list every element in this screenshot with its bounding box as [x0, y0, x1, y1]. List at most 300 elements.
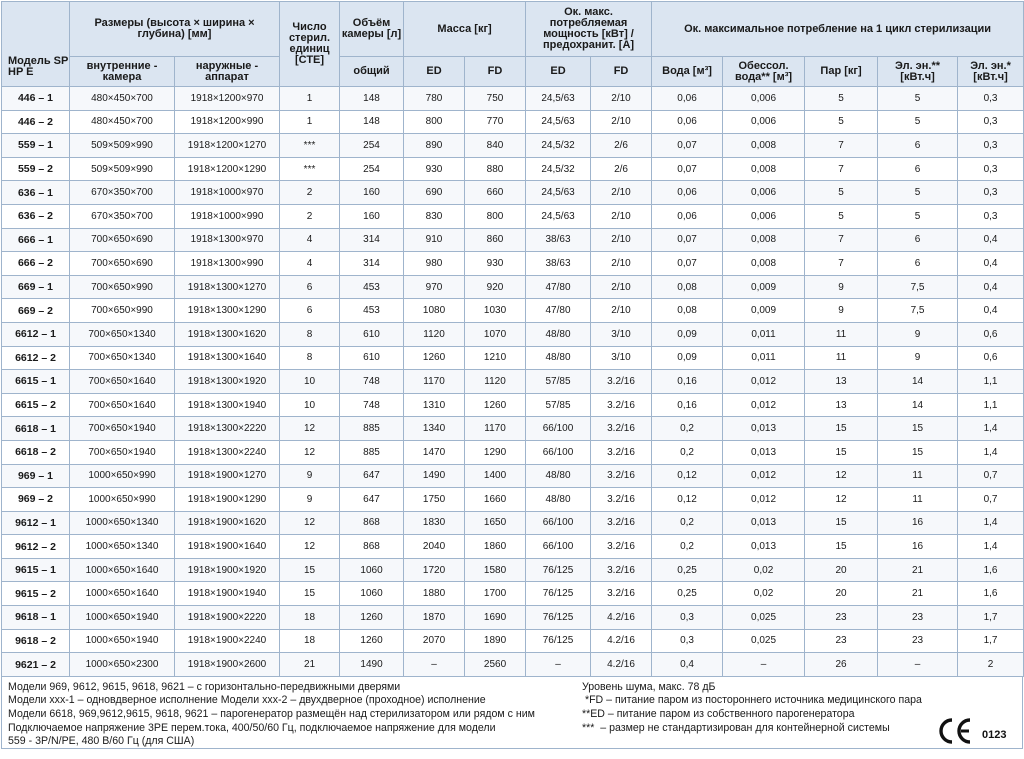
outer-dim-cell: 1918×1900×1270	[175, 464, 280, 488]
el-energy-2-cell: 16	[878, 511, 958, 535]
ce-logo-icon	[938, 717, 1018, 745]
table-row	[2, 606, 1024, 630]
outer-dim-cell: 1918×1000×990	[175, 204, 280, 228]
water-cell: 0,09	[652, 322, 723, 346]
el-energy-1-cell: 0,4	[958, 228, 1024, 252]
volume-cell: 1260	[340, 606, 404, 630]
inner-dim-cell: 509×509×990	[70, 134, 175, 158]
volume-cell: 1260	[340, 629, 404, 653]
steam-cell: 5	[805, 181, 878, 205]
steam-cell: 20	[805, 582, 878, 606]
model-cell: 969 – 1	[2, 464, 70, 488]
demin-water-cell: 0,006	[723, 204, 805, 228]
inner-dim-cell: 670×350×700	[70, 204, 175, 228]
col-power-fd-header: FD	[591, 57, 652, 87]
power-ed-cell: 76/125	[526, 582, 591, 606]
steam-cell: 20	[805, 558, 878, 582]
outer-dim-cell: 1918×1300×1640	[175, 346, 280, 370]
table-row	[2, 558, 1024, 582]
power-ed-cell: 48/80	[526, 346, 591, 370]
demin-water-cell: 0,025	[723, 629, 805, 653]
note-line: Модели 6618, 969,9612,9615, 9618, 9621 – парогенератор размещён над стерилизатором или рядом с ним	[8, 708, 535, 721]
water-cell: 0,06	[652, 181, 723, 205]
col-mass-header: Масса [кг]	[404, 2, 526, 57]
outer-dim-cell: 1918×1200×990	[175, 110, 280, 134]
table-row	[2, 535, 1024, 559]
model-cell: 6612 – 2	[2, 346, 70, 370]
outer-dim-cell: 1918×1300×2220	[175, 417, 280, 441]
demin-water-cell: 0,011	[723, 346, 805, 370]
footnotes	[1, 677, 1023, 749]
mass-ed-cell: 980	[404, 252, 465, 276]
model-cell: 9615 – 2	[2, 582, 70, 606]
water-cell: 0,08	[652, 299, 723, 323]
el-energy-2-cell: 23	[878, 629, 958, 653]
col-el-energy-1-header: Эл. эн.* [кВт.ч]	[958, 57, 1024, 87]
ste-cell: 9	[280, 488, 340, 512]
el-energy-1-cell: 1,6	[958, 558, 1024, 582]
mass-fd-cell: 770	[465, 110, 526, 134]
inner-dim-cell: 1000×650×1640	[70, 558, 175, 582]
outer-dim-cell: 1918×1300×1620	[175, 322, 280, 346]
spec-sheet	[1, 1, 1023, 749]
mass-ed-cell: 1750	[404, 488, 465, 512]
outer-dim-cell: 1918×1300×1290	[175, 299, 280, 323]
steam-cell: 11	[805, 322, 878, 346]
steam-cell: 26	[805, 653, 878, 677]
outer-dim-cell: 1918×1900×1290	[175, 488, 280, 512]
ste-cell: 15	[280, 558, 340, 582]
power-ed-cell: 66/100	[526, 535, 591, 559]
power-ed-cell: 66/100	[526, 417, 591, 441]
volume-cell: 148	[340, 87, 404, 111]
power-ed-cell: 24,5/32	[526, 157, 591, 181]
water-cell: 0,06	[652, 87, 723, 111]
demin-water-cell: 0,006	[723, 110, 805, 134]
model-cell: 6618 – 2	[2, 440, 70, 464]
volume-cell: 647	[340, 464, 404, 488]
model-cell: 9618 – 2	[2, 629, 70, 653]
inner-dim-cell: 700×650×1640	[70, 370, 175, 394]
steam-cell: 7	[805, 228, 878, 252]
demin-water-cell: 0,02	[723, 582, 805, 606]
inner-dim-cell: 1000×650×2300	[70, 653, 175, 677]
inner-dim-cell: 1000×650×990	[70, 464, 175, 488]
ste-cell: 12	[280, 440, 340, 464]
mass-fd-cell: 1690	[465, 606, 526, 630]
el-energy-1-cell: 0,3	[958, 181, 1024, 205]
table-row	[2, 110, 1024, 134]
steam-cell: 15	[805, 417, 878, 441]
outer-dim-cell: 1918×1300×1920	[175, 370, 280, 394]
mass-fd-cell: 1290	[465, 440, 526, 464]
el-energy-1-cell: 0,4	[958, 275, 1024, 299]
table-row	[2, 322, 1024, 346]
inner-dim-cell: 509×509×990	[70, 157, 175, 181]
mass-ed-cell: 1120	[404, 322, 465, 346]
mass-ed-cell: 1470	[404, 440, 465, 464]
power-fd-cell: 3.2/16	[591, 417, 652, 441]
col-demin-water-header: Обессол. вода** [м³]	[723, 57, 805, 87]
mass-fd-cell: 1170	[465, 417, 526, 441]
mass-fd-cell: 1860	[465, 535, 526, 559]
note-line: *FD – питание паром из постороннего источника медицинского пара	[582, 694, 922, 707]
el-energy-2-cell: 16	[878, 535, 958, 559]
demin-water-cell: 0,012	[723, 370, 805, 394]
water-cell: 0,16	[652, 393, 723, 417]
inner-dim-cell: 700×650×990	[70, 299, 175, 323]
ste-cell: 4	[280, 252, 340, 276]
inner-dim-cell: 700×650×1640	[70, 393, 175, 417]
power-ed-cell: 38/63	[526, 228, 591, 252]
el-energy-2-cell: 21	[878, 558, 958, 582]
water-cell: 0,09	[652, 346, 723, 370]
steam-cell: 5	[805, 204, 878, 228]
model-cell: 669 – 2	[2, 299, 70, 323]
volume-cell: 748	[340, 370, 404, 394]
power-ed-cell: 24,5/63	[526, 110, 591, 134]
table-row	[2, 275, 1024, 299]
col-volume-header: Объём камеры [л]	[340, 2, 404, 57]
table-row	[2, 417, 1024, 441]
volume-cell: 885	[340, 417, 404, 441]
table-row	[2, 299, 1024, 323]
table-row	[2, 440, 1024, 464]
model-cell: 6615 – 2	[2, 393, 70, 417]
steam-cell: 15	[805, 511, 878, 535]
ste-cell: 2	[280, 204, 340, 228]
ste-cell: 2	[280, 181, 340, 205]
footnotes-right	[582, 681, 942, 735]
el-energy-2-cell: 7,5	[878, 299, 958, 323]
col-dim-outer-header: наружные - аппарат	[175, 57, 280, 87]
power-fd-cell: 3.2/16	[591, 370, 652, 394]
steam-cell: 9	[805, 275, 878, 299]
steam-cell: 23	[805, 629, 878, 653]
demin-water-cell: 0,012	[723, 464, 805, 488]
mass-fd-cell: 920	[465, 275, 526, 299]
power-ed-cell: 57/85	[526, 370, 591, 394]
steam-cell: 15	[805, 535, 878, 559]
ste-cell: 1	[280, 110, 340, 134]
model-cell: 559 – 1	[2, 134, 70, 158]
steam-cell: 12	[805, 464, 878, 488]
steam-cell: 23	[805, 606, 878, 630]
model-cell: 9621 – 2	[2, 653, 70, 677]
power-ed-cell: 47/80	[526, 299, 591, 323]
power-fd-cell: 2/6	[591, 134, 652, 158]
model-cell: 446 – 1	[2, 87, 70, 111]
el-energy-2-cell: 6	[878, 252, 958, 276]
water-cell: 0,2	[652, 535, 723, 559]
table-row	[2, 393, 1024, 417]
power-fd-cell: 3.2/16	[591, 464, 652, 488]
el-energy-1-cell: 0,6	[958, 346, 1024, 370]
outer-dim-cell: 1918×1300×1270	[175, 275, 280, 299]
inner-dim-cell: 1000×650×1340	[70, 511, 175, 535]
col-power-ed-header: ED	[526, 57, 591, 87]
steam-cell: 7	[805, 252, 878, 276]
mass-ed-cell: 780	[404, 87, 465, 111]
mass-ed-cell: 1080	[404, 299, 465, 323]
col-el-energy-2-header: Эл. эн.** [кВт.ч]	[878, 57, 958, 87]
power-fd-cell: 2/10	[591, 252, 652, 276]
volume-cell: 1060	[340, 582, 404, 606]
col-steam-header: Пар [кг]	[805, 57, 878, 87]
water-cell: 0,2	[652, 440, 723, 464]
mass-ed-cell: 890	[404, 134, 465, 158]
note-line: *** – размер не стандартизирован для контейнерной системы	[582, 721, 890, 734]
mass-fd-cell: 2560	[465, 653, 526, 677]
outer-dim-cell: 1918×1900×1940	[175, 582, 280, 606]
ce-number: 0123	[982, 728, 1007, 741]
ste-cell: 12	[280, 535, 340, 559]
power-ed-cell: 66/100	[526, 511, 591, 535]
note-line: **ED – питание паром из собственного парогенератора	[582, 708, 855, 721]
water-cell: 0,3	[652, 606, 723, 630]
el-energy-2-cell: 6	[878, 157, 958, 181]
outer-dim-cell: 1918×1300×990	[175, 252, 280, 276]
el-energy-1-cell: 1,4	[958, 511, 1024, 535]
inner-dim-cell: 1000×650×1940	[70, 629, 175, 653]
el-energy-2-cell: 9	[878, 322, 958, 346]
power-fd-cell: 3.2/16	[591, 558, 652, 582]
el-energy-1-cell: 1,1	[958, 393, 1024, 417]
demin-water-cell: 0,02	[723, 558, 805, 582]
el-energy-2-cell: 11	[878, 464, 958, 488]
demin-water-cell: 0,013	[723, 535, 805, 559]
table-row	[2, 87, 1024, 111]
model-cell: 6618 – 1	[2, 417, 70, 441]
model-cell: 666 – 1	[2, 228, 70, 252]
power-fd-cell: 3/10	[591, 322, 652, 346]
table-row	[2, 346, 1024, 370]
inner-dim-cell: 700×650×1940	[70, 440, 175, 464]
el-energy-1-cell: 0,4	[958, 252, 1024, 276]
steam-cell: 15	[805, 440, 878, 464]
note-line: 559 - 3P/N/PE, 480 В/60 Гц (для США)	[8, 735, 195, 748]
mass-fd-cell: 840	[465, 134, 526, 158]
col-mass-fd-header: FD	[465, 57, 526, 87]
outer-dim-cell: 1918×1900×2600	[175, 653, 280, 677]
steam-cell: 13	[805, 370, 878, 394]
power-ed-cell: 76/125	[526, 606, 591, 630]
ste-cell: 8	[280, 346, 340, 370]
el-energy-1-cell: 1,1	[958, 370, 1024, 394]
inner-dim-cell: 1000×650×990	[70, 488, 175, 512]
table-row	[2, 370, 1024, 394]
col-consumption-header: Ок. максимальное потребление на 1 цикл стерилизации	[652, 2, 1024, 57]
ste-cell: 8	[280, 322, 340, 346]
steam-cell: 7	[805, 157, 878, 181]
model-cell: 636 – 1	[2, 181, 70, 205]
mass-fd-cell: 800	[465, 204, 526, 228]
model-cell: 446 – 2	[2, 110, 70, 134]
el-energy-1-cell: 1,4	[958, 440, 1024, 464]
demin-water-cell: –	[723, 653, 805, 677]
volume-cell: 314	[340, 252, 404, 276]
col-dim-inner-header: внутренние - камера	[70, 57, 175, 87]
el-energy-2-cell: 7,5	[878, 275, 958, 299]
power-fd-cell: 4.2/16	[591, 629, 652, 653]
outer-dim-cell: 1918×1900×2240	[175, 629, 280, 653]
el-energy-1-cell: 1,4	[958, 417, 1024, 441]
el-energy-2-cell: 14	[878, 370, 958, 394]
volume-cell: 1490	[340, 653, 404, 677]
el-energy-2-cell: 23	[878, 606, 958, 630]
inner-dim-cell: 700×650×1940	[70, 417, 175, 441]
table-row	[2, 252, 1024, 276]
model-cell: 9612 – 2	[2, 535, 70, 559]
table-row	[2, 653, 1024, 677]
table-row	[2, 204, 1024, 228]
mass-fd-cell: 1650	[465, 511, 526, 535]
el-energy-2-cell: 5	[878, 110, 958, 134]
el-energy-2-cell: 5	[878, 87, 958, 111]
mass-ed-cell: 930	[404, 157, 465, 181]
power-ed-cell: –	[526, 653, 591, 677]
col-volume-total-header: общий	[340, 57, 404, 87]
col-power-header: Ок. макс. потребляемая мощность [кВт] / предохранит. [А]	[526, 2, 652, 57]
model-cell: 969 – 2	[2, 488, 70, 512]
ste-cell: 10	[280, 370, 340, 394]
mass-fd-cell: 1580	[465, 558, 526, 582]
mass-ed-cell: 1720	[404, 558, 465, 582]
water-cell: 0,07	[652, 228, 723, 252]
col-water-header: Вода [м³]	[652, 57, 723, 87]
demin-water-cell: 0,008	[723, 157, 805, 181]
mass-ed-cell: –	[404, 653, 465, 677]
note-line: Подключаемое напряжение 3PE перем.тока, 400/50/60 Гц, подключаемое напряжение для модели	[8, 721, 496, 734]
power-ed-cell: 24,5/63	[526, 87, 591, 111]
power-ed-cell: 48/80	[526, 488, 591, 512]
water-cell: 0,4	[652, 653, 723, 677]
mass-fd-cell: 1400	[465, 464, 526, 488]
table-row	[2, 629, 1024, 653]
volume-cell: 254	[340, 134, 404, 158]
water-cell: 0,07	[652, 157, 723, 181]
table-row	[2, 228, 1024, 252]
col-model-header: Модель SP HP E	[2, 2, 70, 87]
mass-ed-cell: 1830	[404, 511, 465, 535]
inner-dim-cell: 1000×650×1340	[70, 535, 175, 559]
power-fd-cell: 2/6	[591, 157, 652, 181]
demin-water-cell: 0,013	[723, 417, 805, 441]
power-fd-cell: 2/10	[591, 275, 652, 299]
water-cell: 0,12	[652, 464, 723, 488]
outer-dim-cell: 1918×1900×2220	[175, 606, 280, 630]
mass-fd-cell: 1070	[465, 322, 526, 346]
demin-water-cell: 0,009	[723, 275, 805, 299]
demin-water-cell: 0,011	[723, 322, 805, 346]
col-ste-header: Число стерил. единиц [СТЕ]	[280, 2, 340, 87]
inner-dim-cell: 480×450×700	[70, 87, 175, 111]
outer-dim-cell: 1918×1200×970	[175, 87, 280, 111]
mass-ed-cell: 800	[404, 110, 465, 134]
power-ed-cell: 66/100	[526, 440, 591, 464]
model-cell: 669 – 1	[2, 275, 70, 299]
ste-cell: 6	[280, 299, 340, 323]
power-fd-cell: 3.2/16	[591, 582, 652, 606]
el-energy-2-cell: 14	[878, 393, 958, 417]
volume-cell: 453	[340, 299, 404, 323]
mass-ed-cell: 1310	[404, 393, 465, 417]
ste-cell: 15	[280, 582, 340, 606]
mass-fd-cell: 660	[465, 181, 526, 205]
table-row	[2, 157, 1024, 181]
model-cell: 9615 – 1	[2, 558, 70, 582]
mass-ed-cell: 1870	[404, 606, 465, 630]
mass-ed-cell: 910	[404, 228, 465, 252]
model-cell: 9618 – 1	[2, 606, 70, 630]
volume-cell: 254	[340, 157, 404, 181]
volume-cell: 885	[340, 440, 404, 464]
table-row	[2, 582, 1024, 606]
power-ed-cell: 24,5/63	[526, 204, 591, 228]
mass-fd-cell: 1030	[465, 299, 526, 323]
power-fd-cell: 3.2/16	[591, 488, 652, 512]
mass-ed-cell: 1340	[404, 417, 465, 441]
table-row	[2, 134, 1024, 158]
el-energy-1-cell: 0,3	[958, 110, 1024, 134]
demin-water-cell: 0,012	[723, 488, 805, 512]
steam-cell: 12	[805, 488, 878, 512]
mass-fd-cell: 1890	[465, 629, 526, 653]
el-energy-2-cell: 6	[878, 228, 958, 252]
mass-ed-cell: 2040	[404, 535, 465, 559]
volume-cell: 160	[340, 181, 404, 205]
volume-cell: 610	[340, 346, 404, 370]
power-ed-cell: 24,5/32	[526, 134, 591, 158]
power-fd-cell: 4.2/16	[591, 653, 652, 677]
demin-water-cell: 0,008	[723, 252, 805, 276]
steam-cell: 5	[805, 87, 878, 111]
demin-water-cell: 0,025	[723, 606, 805, 630]
power-fd-cell: 2/10	[591, 87, 652, 111]
outer-dim-cell: 1918×1000×970	[175, 181, 280, 205]
col-dimensions-header: Размеры (высота × ширина × глубина) [мм]	[70, 2, 280, 57]
power-fd-cell: 3.2/16	[591, 393, 652, 417]
el-energy-2-cell: 6	[878, 134, 958, 158]
spec-table	[1, 1, 1024, 677]
volume-cell: 610	[340, 322, 404, 346]
mass-ed-cell: 1260	[404, 346, 465, 370]
ste-cell: 9	[280, 464, 340, 488]
el-energy-1-cell: 0,7	[958, 464, 1024, 488]
mass-fd-cell: 860	[465, 228, 526, 252]
model-cell: 666 – 2	[2, 252, 70, 276]
water-cell: 0,2	[652, 417, 723, 441]
power-ed-cell: 24,5/63	[526, 181, 591, 205]
volume-cell: 868	[340, 511, 404, 535]
el-energy-2-cell: 11	[878, 488, 958, 512]
mass-fd-cell: 750	[465, 87, 526, 111]
power-fd-cell: 3/10	[591, 346, 652, 370]
volume-cell: 868	[340, 535, 404, 559]
table-row	[2, 464, 1024, 488]
el-energy-1-cell: 1,7	[958, 629, 1024, 653]
mass-ed-cell: 1490	[404, 464, 465, 488]
demin-water-cell: 0,012	[723, 393, 805, 417]
volume-cell: 748	[340, 393, 404, 417]
el-energy-1-cell: 0,3	[958, 204, 1024, 228]
el-energy-2-cell: 15	[878, 440, 958, 464]
power-ed-cell: 57/85	[526, 393, 591, 417]
outer-dim-cell: 1918×1300×970	[175, 228, 280, 252]
steam-cell: 9	[805, 299, 878, 323]
power-ed-cell: 48/80	[526, 464, 591, 488]
volume-cell: 647	[340, 488, 404, 512]
